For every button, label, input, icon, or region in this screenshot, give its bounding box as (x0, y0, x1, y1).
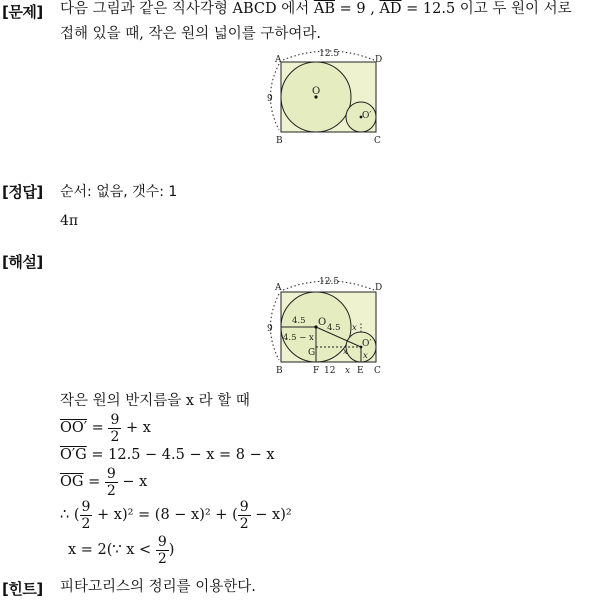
problem-eq2: = 12.5 이고 두 원이 서로 (401, 1, 572, 17)
svg-text:x: x (343, 347, 348, 357)
svg-text:B: B (276, 366, 283, 376)
label-o: O (312, 86, 321, 97)
svg-text:O: O (318, 317, 327, 328)
svg-text:F: F (313, 366, 320, 376)
label-c: C (374, 136, 381, 146)
svg-text:O′: O′ (362, 339, 372, 349)
svg-text:x: x (345, 366, 351, 376)
label-left-length: 9 (267, 94, 273, 104)
solution-tag: [해설] (2, 253, 43, 271)
svg-text:E: E (357, 366, 364, 376)
label-b: B (276, 136, 283, 146)
svg-text:G: G (308, 348, 316, 358)
solution-line2: O′G = 12.5 − 4.5 − x = 8 − x (60, 447, 275, 463)
svg-text:A: A (275, 283, 282, 293)
solution-line3: $\overline{OG}$ = $\frac{9}{2}$ − x (60, 465, 148, 499)
svg-text:x: x (363, 351, 368, 361)
solution-intro: 작은 원의 반지름을 x 라 할 때 (60, 393, 250, 409)
svg-text:D: D (375, 283, 383, 293)
problem-text (60, 0, 572, 47)
problem-line1a: 다음 그림과 같은 직사각형 ABCD 에서 (60, 1, 314, 17)
label-d: D (375, 55, 383, 65)
svg-text:C: C (374, 366, 381, 376)
svg-text:9: 9 (267, 324, 273, 334)
problem-tag: [문제] (2, 3, 43, 21)
problem-line2: 접해 있을 때, 작은 원의 넓이를 구하여라. (60, 26, 321, 42)
label-a: A (275, 55, 282, 65)
label-top-length: 12.5 (319, 49, 340, 59)
problem-figure (0, 48, 592, 198)
solution-line4: ∴ ( $\frac{9}{2}$ + x)² = (8 − x)² + ( $\frac{9}{2}$ − x)² (60, 498, 292, 532)
svg-text:4.5: 4.5 (292, 316, 306, 326)
hint-text: 피타고리스의 정리를 이용한다. (60, 579, 256, 595)
answer-tag: [정답] (2, 183, 43, 201)
answer-value: 4π (60, 213, 79, 229)
svg-text:4.5: 4.5 (327, 323, 341, 333)
svg-text:x: x (352, 323, 357, 333)
svg-text:12: 12 (324, 366, 336, 376)
problem-eq1: = 9 , (335, 1, 380, 17)
ab-segment: $\overline{AB}$ (313, 1, 336, 17)
svg-text:12.5: 12.5 (319, 277, 340, 287)
solution-line5: x = 2(∵ x < $\frac{9}{2}$ ) (68, 533, 175, 567)
answer-meta: 순서: 없음, 갯수: 1 (60, 184, 178, 200)
ad-segment: $\overline{AD}$ (379, 1, 402, 17)
hint-tag: [힌트] (2, 580, 43, 598)
solution-figure (0, 272, 592, 382)
solution-line1: OO′ = $\frac{9}{2}$ + x (60, 411, 151, 445)
solution-text (60, 389, 292, 567)
svg-text:4.5 − x: 4.5 − x (283, 333, 314, 343)
label-op: O′ (362, 111, 372, 121)
